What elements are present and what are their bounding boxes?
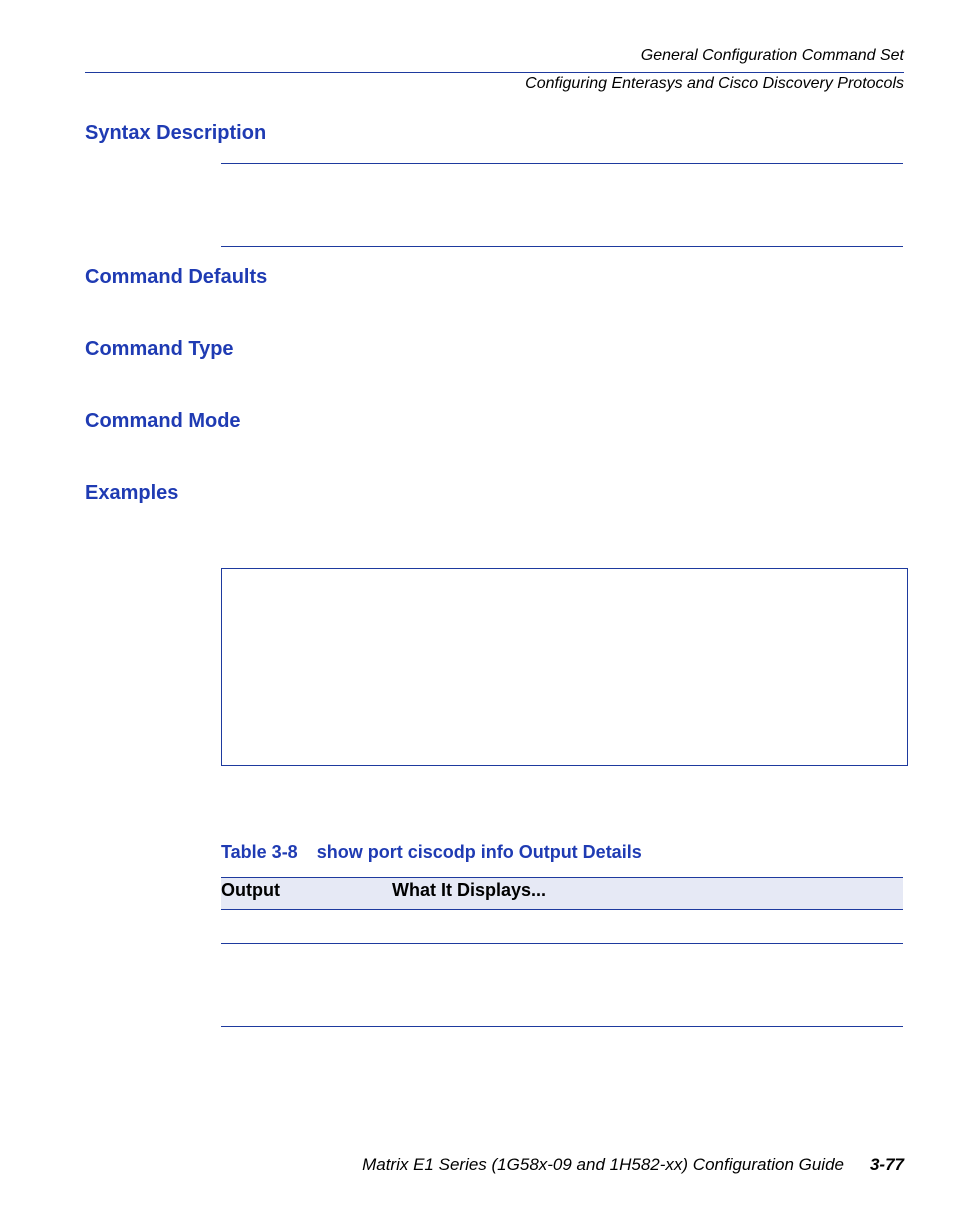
header-section-title: Configuring Enterasys and Cisco Discovery Protocols xyxy=(525,75,904,92)
heading-command-type: Command Type xyxy=(85,338,234,360)
table-number: Table 3-8 xyxy=(221,842,298,862)
table-column-output: Output xyxy=(221,880,280,900)
table-column-what-it-displays: What It Displays... xyxy=(392,880,547,900)
footer-page-number: 3-77 xyxy=(869,1155,904,1174)
table-row-rule xyxy=(221,943,903,944)
syntax-table-top-rule xyxy=(221,163,903,164)
heading-syntax-description: Syntax Description xyxy=(85,122,267,144)
footer-guide-title: Matrix E1 Series (1G58x-09 and 1H582-xx) Configuration Guide xyxy=(362,1155,844,1174)
syntax-table-bottom-rule xyxy=(221,246,903,247)
heading-command-defaults: Command Defaults xyxy=(85,266,268,288)
heading-command-mode: Command Mode xyxy=(85,410,241,432)
heading-examples: Examples xyxy=(85,482,179,504)
table-title: show port ciscodp info Output Details xyxy=(316,842,642,862)
header-chapter-title: General Configuration Command Set xyxy=(640,47,904,64)
example-output-box xyxy=(221,568,908,766)
table-header-row xyxy=(221,877,903,910)
table-bottom-rule xyxy=(221,1026,903,1027)
table-caption xyxy=(221,842,642,863)
header-rule xyxy=(85,72,904,73)
